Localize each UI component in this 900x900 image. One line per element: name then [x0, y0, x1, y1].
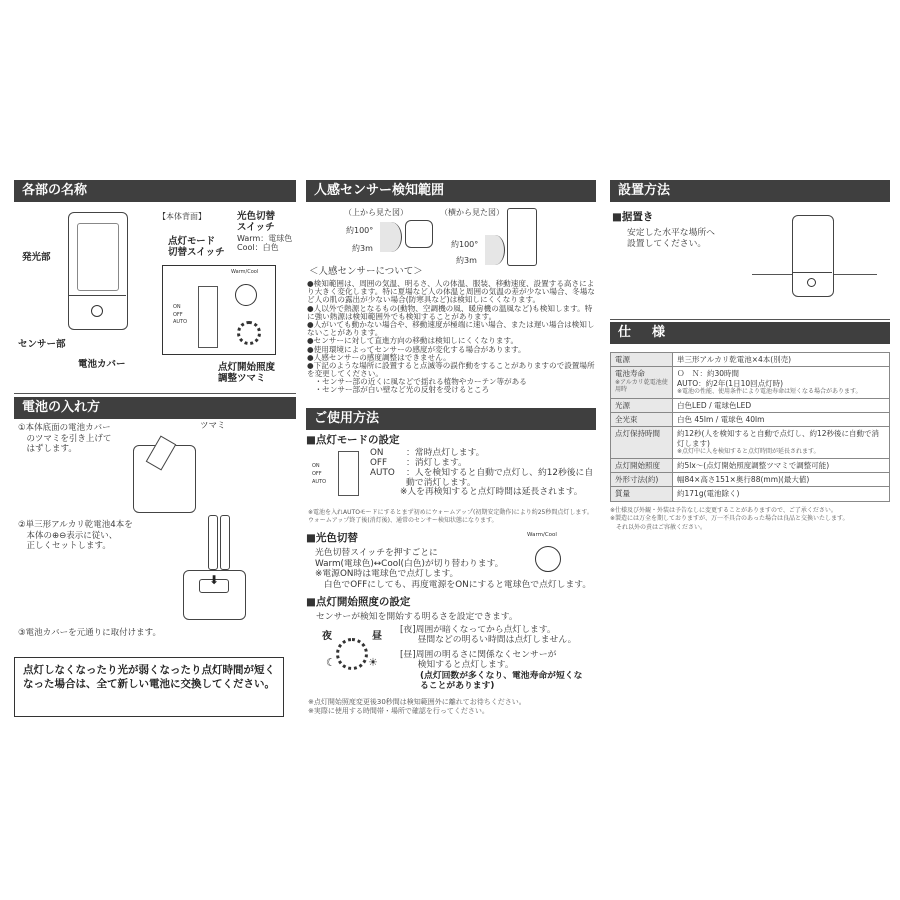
label-back: 【本体背面】 [158, 212, 206, 221]
install-text: 安定した水平な場所へ 設置してください。 [627, 228, 715, 249]
section-header-spec: 仕 様 [610, 322, 890, 344]
color-title: ■ 光色切替 [306, 532, 358, 545]
battery-step-1: ①本体底面の電池カバー のツマミを引き上げて はずします。 [18, 423, 112, 455]
warm-cool-mark: Warm/Cool [231, 269, 259, 275]
battery-cover-illustration [133, 445, 196, 513]
warm-cool-mark-2: Warm/Cool [527, 532, 557, 538]
label-color-switch: 光色切替 スイッチ Warm：電球色 Cool：白色 [237, 211, 293, 253]
lux-title: ■ 点灯開始照度の設定 [306, 596, 410, 609]
mode-switch-illustration-labels: ON OFF AUTO [312, 463, 327, 485]
side-view-device [507, 208, 537, 266]
mode-title: ■ 点灯モードの設定 [306, 434, 400, 447]
lux-dial-icon [336, 638, 368, 670]
divider [610, 319, 890, 320]
spec-block [610, 352, 890, 533]
arrow-down-icon: ⬇ [209, 573, 220, 587]
side-view-label: （横から見た図） [440, 208, 504, 217]
lux-intro: センサーが検知を開始する明るさを設定できます。 [316, 612, 518, 622]
label-tsumami: ツマミ [200, 421, 226, 431]
back-panel [162, 265, 276, 355]
color-switch-icon [535, 546, 561, 572]
section-header-battery: 電池の入れ方 [14, 397, 296, 419]
table-row: 点灯保持時間 約12秒(人を検知すると自動で点灯し、約12秒後に自動で消灯します) ※点灯中に人を検知すると点灯時間が延長されます。 [611, 427, 890, 458]
top-view-device [405, 220, 433, 248]
table-row: 全光束 白色 45lm / 電球色 40lm [611, 413, 890, 427]
moon-icon: ☾ [326, 656, 336, 669]
color-desc: 光色切替スイッチを押すごとに Warm(電球色)↔Cool(白色)が切り替わります。 ※電源ON時は電球色で点灯します。 白色でOFFにしても、再度電源をONにすると電球色で点灯します。 [315, 548, 592, 590]
label-battery-cover: 電池カバー [78, 359, 126, 370]
angle-label: 約100° [346, 226, 374, 235]
table-row: 外形寸法(約) 幅84×高さ151×奥行88(mm)(最大値) [611, 473, 890, 487]
night-label: 夜 [322, 631, 332, 642]
section-header-sensor: 人感センサー検知範囲 [306, 180, 596, 202]
top-view-label: （上から見た図） [344, 208, 408, 217]
mode-list: ON ：常時点灯します。 OFF ：消灯します。 AUTO ：人を検知すると自動で点灯し、約12秒後に自動で消灯します。 ※人を再検知すると点灯時間は延長されます。 [370, 448, 594, 498]
detection-fan-icon [380, 222, 402, 252]
spec-notes: ※仕様及び外観・外装は予告なしに変更することがありますので、ご了承ください。 ※製造には万全を期しておりますが、万一不具合のあった場合は良品と交換いたします。 それ以外の責はご容赦ください。 [610, 506, 849, 532]
battery-step-3: ③電池カバーを元通りに取付けます。 [18, 628, 161, 638]
sun-icon: ☀ [368, 656, 378, 669]
install-sub: ■ 据置き [612, 211, 653, 224]
section-header-usage: ご使用方法 [306, 408, 596, 430]
lux-desc: [夜]周囲が暗くなってから点灯します。 昼間などの明るい時間は点灯しません。 [昼]周囲の明るさに関係なくセンサーが 検知すると点灯します。 (点灯回数が多くなり、電池寿命が短くなることがあります) [400, 625, 583, 691]
section-header-install: 設置方法 [610, 180, 890, 202]
color-switch-button[interactable] [235, 284, 257, 306]
sensor-about: ＜人感センサーについて＞ [309, 266, 423, 277]
table-row: 質量 約171g(電池除く) [611, 487, 890, 501]
angle-label-side: 約100° [451, 240, 479, 249]
sensor-icon [91, 305, 103, 317]
table-row: 電池寿命 ※アルカリ乾電池使用時 Ｏ Ｎ：約30時間 AUTO：約2年(1日10回点灯時) ※電池の性能、使用条件により電池寿命は短くなる場合があります。 [611, 367, 890, 398]
distance-label-side: 約3m [456, 256, 477, 265]
batteries-illustration [208, 510, 236, 570]
divider [14, 393, 296, 394]
table-row: 点灯開始照度 約5lx～(点灯開始照度調整ツマミで調整可能) [611, 458, 890, 472]
mode-switch-illustration [338, 451, 359, 496]
label-mode-switch: 点灯モード 切替スイッチ [168, 236, 225, 259]
battery-step-2: ②単三形アルカリ乾電池4本を 本体の⊕⊖表示に従い、 正しくセットします。 [18, 520, 133, 552]
sensor-bullets: ●検知範囲は、周囲の気温、明るさ、人の体温、服装、移動速度、設置する高さにより大きく変化します。特に夏場など人の体温と周囲の気温の差が少ない場合、冬場など人の肌の露出が少ない場合(防寒具など)は検知しにくくなります。 ●人以外で熱源となるもの(動物、空調機の風、暖房機の温風など)も検知します。特に強い熱源は検知範囲外でも検知することがあります。 ●人がいても動かない場合や、移動速度が極端に速い場合、または遅い場合は検知しないことがあります。 ●センサーに対して直進方向の移動は検知しにくくなります。 ●使用環境によってセンサーの感度が変化する場合があります。 ●人感センサーの感度調整はできません。 ●下記のような場所に設置すると点滅等の誤作動をすることがありますので設置場所を変更してください。 ・センサー部の近くに風などで揺れる植物やカーテン等がある ・センサー部が白い壁など光の反射を受けるところ [307, 279, 595, 395]
warmup-note: ※電池を入れAUTOモードにするとまず初めにウォームアップ(初期安定動作)により約25秒間点灯します。ウォームアップ終了後(消灯後)、通常のセンサー検知状態になります。 [308, 509, 593, 524]
label-sensor: センサー部 [18, 339, 66, 350]
table-row: 光源 白色LED / 電球色LED [611, 398, 890, 412]
table-row: 電源 単三形アルカリ乾電池×4本(別売) [611, 353, 890, 367]
mode-switch[interactable] [198, 286, 218, 348]
distance-label: 約3m [352, 244, 373, 253]
battery-compartment-illustration [183, 570, 246, 620]
lux-dial[interactable] [237, 321, 261, 345]
detection-fan-side-icon [485, 235, 505, 265]
day-label: 昼 [372, 631, 382, 642]
device-illustration [68, 212, 128, 330]
spec-table [610, 352, 890, 502]
install-device-illustration [792, 215, 834, 297]
label-dial: 点灯開始照度 調整ツマミ [218, 362, 276, 385]
section-header-parts: 各部の名称 [14, 180, 296, 202]
lux-notes: ※点灯開始照度変更後30秒間は検知範囲外に離れてお待ちください。 ※実際に使用する時間帯・場所で確認を行ってください。 [308, 698, 526, 716]
mode-switch-labels: ON OFF AUTO [173, 304, 188, 325]
battery-warning-box: 点灯しなくなったり光が弱くなったり点灯時間が短くなった場合は、全て新しい電池に交換してください。 [14, 657, 284, 717]
label-light: 発光部 [22, 252, 51, 263]
